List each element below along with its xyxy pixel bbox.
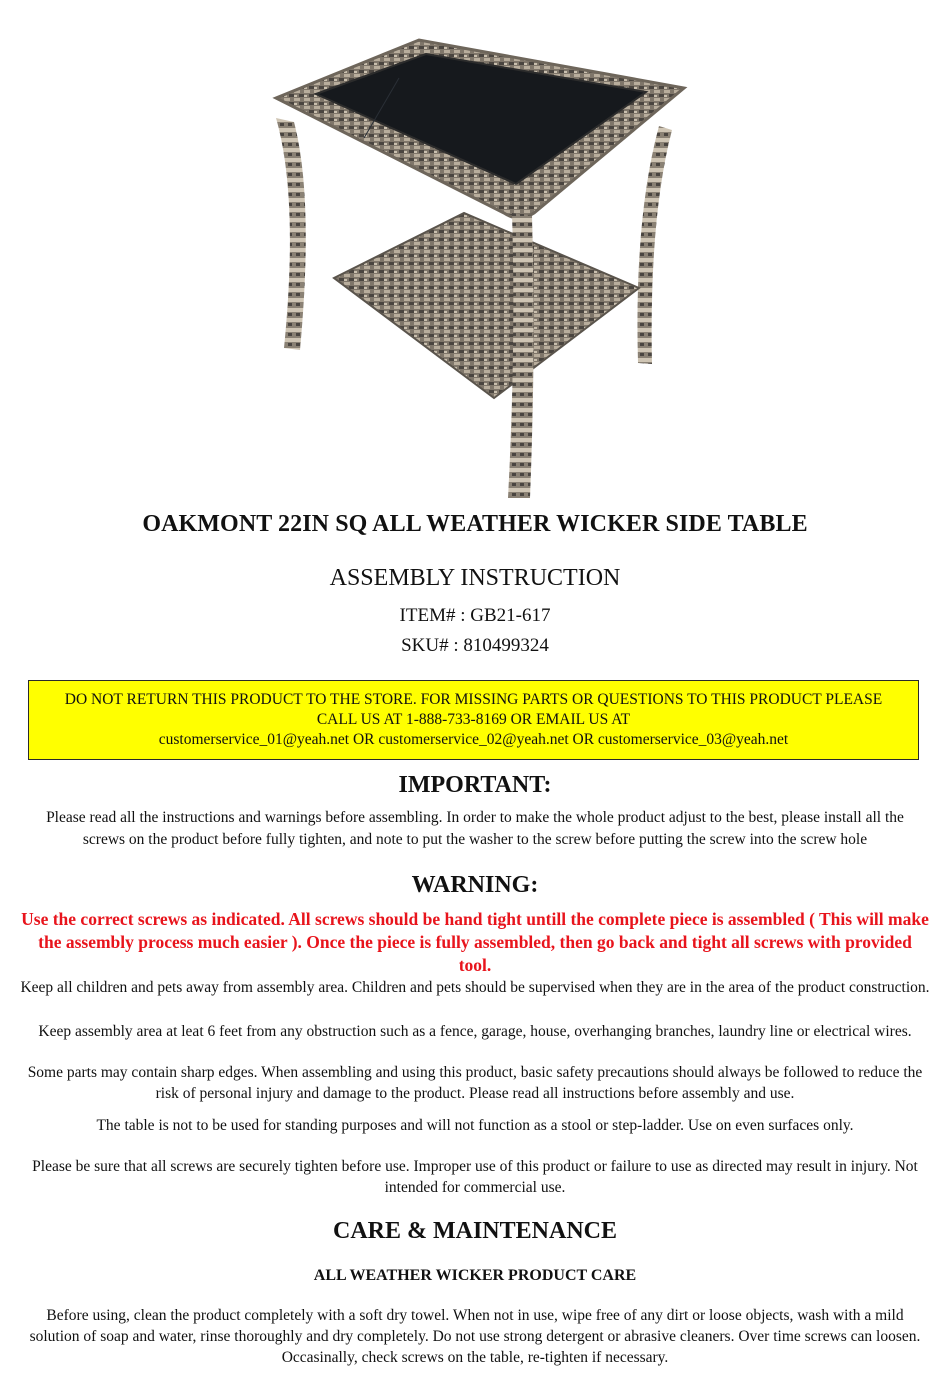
important-heading: IMPORTANT: (398, 772, 552, 798)
warning-heading: WARNING: (411, 872, 539, 898)
care-paragraph: Before using, clean the product completely with a soft dry towel. When not in use, wipe free of any dirt or loose objects, wash with a mild solution of soap and water, rinse thoroughly and dry completely. Do not use strong detergent or abrasive cleaners. Over time screws can loosen. Occasinally, check screws on the table, re-tighten if necessary. (29, 1307, 921, 1366)
do-not-return-notice (28, 680, 919, 760)
care-subheading: ALL WEATHER WICKER PRODUCT CARE (313, 1267, 637, 1284)
notice-line-3-emails: customerservice_01@yeah.net OR customerservice_02@yeah.net OR customerservice_03@yeah.net (158, 731, 789, 748)
sharp-edges-warning: Some parts may contain sharp edges. When assembling and using this product, basic safety precautions should always be followed to reduce the risk of personal injury and damage to the product. Please read all instructions before assembly and use. (27, 1064, 923, 1102)
sku-number: SKU# : 810499324 (401, 635, 549, 656)
notice-line-2: CALL US AT 1-888-733-8169 OR EMAIL US AT (316, 711, 631, 728)
care-heading: CARE & MAINTENANCE (332, 1218, 617, 1244)
document-subtitle: ASSEMBLY INSTRUCTION (329, 565, 621, 591)
wicker-table-illustration (254, 18, 694, 500)
screws-tight-warning: Please be sure that all screws are securely tighten before use. Improper use of this product or failure to use as directed may result in injury. Not intended for commercial use. (32, 1158, 918, 1196)
notice-line-1: DO NOT RETURN THIS PRODUCT TO THE STORE. FOR MISSING PARTS OR QUESTIONS TO THIS PRODUCT PLEASE (64, 691, 883, 708)
item-number: ITEM# : GB21-617 (399, 605, 551, 626)
children-pets-warning: Keep all children and pets away from assembly area. Children and pets should be supervised when they are in the area of the product construction. (20, 979, 930, 996)
standing-use-warning: The table is not to be used for standing purposes and will not function as a stool or step-ladder. Use on even surfaces only. (96, 1117, 854, 1134)
important-paragraph: Please read all the instructions and warnings before assembling. In order to make the whole product adjust to the best, please install all the screws on the product before fully tighten, and note to put the washer to the screw before putting the screw into the screw hole (46, 809, 904, 848)
product-image (254, 18, 694, 500)
product-title: OAKMONT 22IN SQ ALL WEATHER WICKER SIDE TABLE (142, 511, 808, 537)
screw-warning-red: Use the correct screws as indicated. All screws should be hand tight untill the complete piece is assembled ( This will make the assembly process much easier ). Once the piece is fully assembled, then go back and tight all screws with provided tool. (21, 909, 929, 975)
assembly-area-warning: Keep assembly area at leat 6 feet from any obstruction such as a fence, garage, house, overhanging branches, laundry line or electrical wires. (38, 1023, 912, 1040)
